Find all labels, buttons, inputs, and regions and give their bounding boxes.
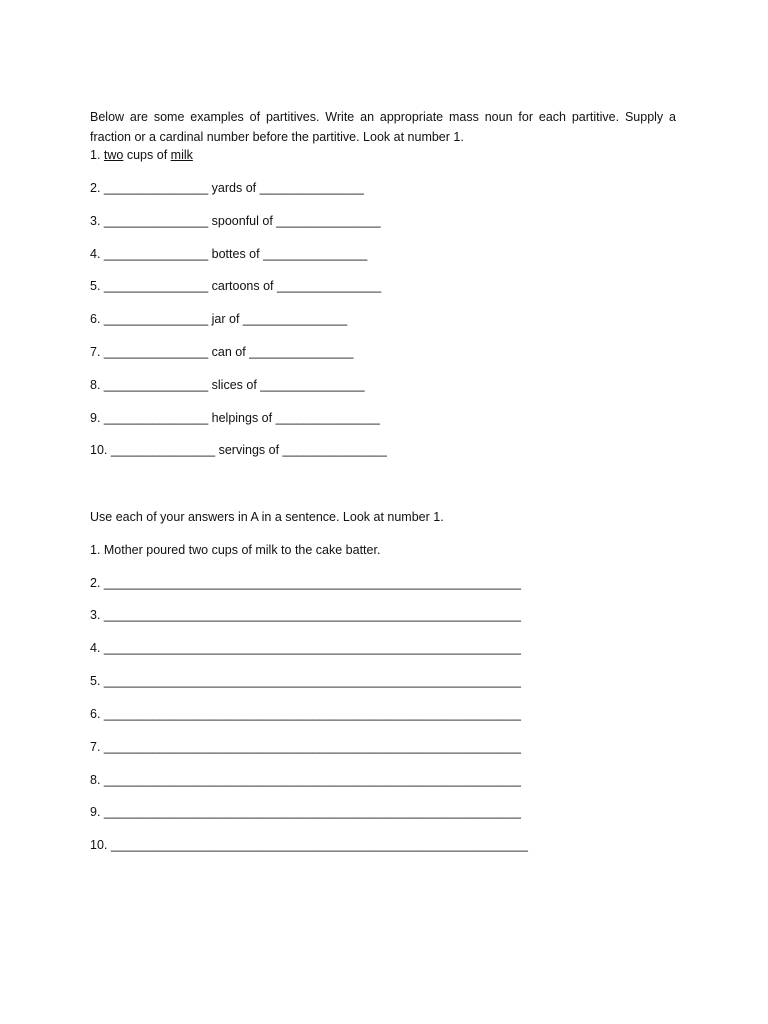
- part-a-item-5[interactable]: 5. _______________ cartoons of _______________: [90, 279, 382, 293]
- example-quantity: two: [103, 148, 124, 162]
- part-a-item-3[interactable]: 3. _______________ spoonful of _______________: [90, 214, 381, 228]
- part-a-item-7[interactable]: 7. _______________ can of _______________: [90, 345, 354, 359]
- part-a-item-10[interactable]: 10. _______________ servings of _______________: [90, 443, 387, 457]
- part-a-item-9[interactable]: 9. _______________ helpings of _______________: [90, 411, 380, 425]
- part-b-item-7[interactable]: 7. ____________________________________________________________: [90, 740, 522, 754]
- part-a-item-8[interactable]: 8. _______________ slices of _______________: [90, 378, 365, 392]
- part-a-item-6[interactable]: 6. _______________ jar of _______________: [90, 312, 348, 326]
- part-b-item-4[interactable]: 4. ____________________________________________________________: [90, 641, 522, 655]
- part-b-item-10[interactable]: 10. ____________________________________________________________: [90, 838, 528, 852]
- example-partitive: cups of: [126, 148, 168, 162]
- part-b-item-9[interactable]: 9. ____________________________________________________________: [90, 805, 522, 819]
- example-noun: milk: [170, 148, 193, 162]
- part-a-item-4[interactable]: 4. _______________ bottes of _______________: [90, 247, 368, 261]
- part-b-instructions: Use each of your answers in A in a sentence. Look at number 1.: [90, 510, 444, 524]
- part-b-item-8[interactable]: 8. ____________________________________________________________: [90, 773, 522, 787]
- part-b-item-5[interactable]: 5. ____________________________________________________________: [90, 674, 522, 688]
- part-b-item-2[interactable]: 2. ____________________________________________________________: [90, 576, 522, 590]
- part-b-item-3[interactable]: 3. ____________________________________________________________: [90, 608, 522, 622]
- example-number: 1.: [90, 148, 101, 162]
- part-a-example: [90, 147, 193, 163]
- part-a-instructions: Below are some examples of partitives. Write an appropriate mass noun for each partitive. Supply a fraction or a cardinal number before the partitive. Look at number 1.: [90, 109, 676, 144]
- part-a-item-2[interactable]: 2. _______________ yards of _______________: [90, 181, 364, 195]
- part-b-example: 1. Mother poured two cups of milk to the cake batter.: [90, 543, 381, 557]
- part-b-item-6[interactable]: 6. ____________________________________________________________: [90, 707, 522, 721]
